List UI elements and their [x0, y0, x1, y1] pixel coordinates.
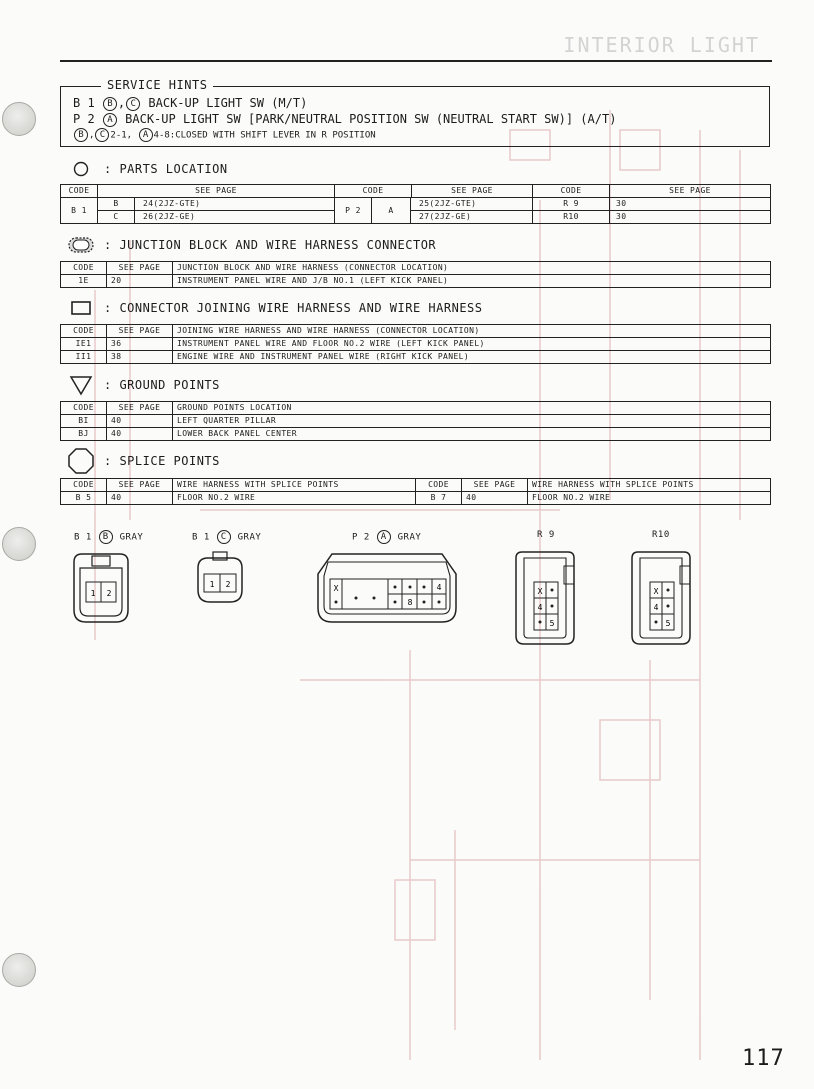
code-cell: II1	[61, 351, 107, 364]
header-rule	[60, 60, 772, 62]
hint-line-3	[73, 128, 376, 142]
header-cell: SEE PAGE	[610, 185, 771, 198]
table-row	[61, 275, 771, 288]
conn-code: R 9	[537, 530, 555, 540]
service-hints-box	[60, 78, 770, 147]
page-cell: 30	[610, 211, 771, 224]
triangle-down-icon	[69, 374, 93, 396]
header-cell: CODE	[61, 262, 107, 275]
table-row	[61, 338, 771, 351]
table-row	[61, 428, 771, 441]
pin-label: X	[333, 584, 339, 593]
section-label: : PARTS LOCATION	[104, 162, 228, 176]
connector-label-p2-a	[352, 530, 421, 544]
page-cell	[98, 211, 335, 224]
pin-label: 5	[665, 619, 671, 628]
table-row	[61, 415, 771, 428]
header-cell: JUNCTION BLOCK AND WIRE HARNESS (CONNECTOR LOCATION)	[173, 262, 771, 275]
code-text: P 2	[345, 205, 361, 215]
hint-code: B 1	[73, 96, 95, 110]
pin-label: X	[537, 587, 543, 596]
desc-cell: FLOOR NO.2 WIRE	[173, 492, 416, 505]
punch-hole-bottom	[2, 953, 36, 987]
desc-cell: FLOOR NO.2 WIRE	[528, 492, 771, 505]
conn-sub: A	[377, 530, 391, 544]
header-cell: SEE PAGE	[107, 402, 173, 415]
desc-cell: INSTRUMENT PANEL WIRE AND J/B NO.1 (LEFT KICK PANEL)	[173, 275, 771, 288]
pin-label: 4	[436, 583, 442, 592]
punch-hole-top	[2, 102, 36, 136]
conn-code: B 1	[192, 532, 210, 543]
hint-circle-c: C	[126, 97, 140, 111]
circle-icon	[73, 161, 89, 177]
table-row	[61, 492, 771, 505]
hint-text: BACK-UP LIGHT SW (M/T)	[148, 96, 308, 110]
header-cell: SEE PAGE	[107, 262, 173, 275]
pin-label: 2	[106, 589, 112, 598]
section-label: : GROUND POINTS	[104, 378, 220, 392]
page-text: 24(2JZ-GTE)	[143, 199, 201, 208]
bleed-title: INTERIOR LIGHT	[563, 33, 760, 57]
header-cell: CODE	[61, 325, 107, 338]
header-cell: SEE PAGE	[462, 479, 528, 492]
page-cell: 40	[107, 492, 173, 505]
page-cell	[98, 198, 335, 211]
code-cell: BI	[61, 415, 107, 428]
conn-color: GRAY	[397, 532, 422, 543]
page-cell: 30	[610, 198, 771, 211]
pin-label: 5	[549, 619, 555, 628]
connector-b1-c	[190, 550, 250, 610]
hint-text: 2-1,	[110, 130, 133, 141]
header-cell: SEE PAGE	[107, 325, 173, 338]
hint-text: BACK-UP LIGHT SW [PARK/NEUTRAL POSITION SW (NEUTRAL START SW)] (A/T)	[125, 112, 617, 126]
header-text: CODE	[335, 185, 412, 197]
page-cell: 40	[107, 428, 173, 441]
code-cell	[335, 198, 372, 224]
junction-block-table	[60, 261, 771, 288]
desc-cell: LEFT QUARTER PILLAR	[173, 415, 771, 428]
page-cell: 38	[107, 351, 173, 364]
page-text: 26(2JZ-GE)	[143, 212, 196, 221]
conn-color: GRAY	[237, 532, 262, 543]
section-label: : JUNCTION BLOCK AND WIRE HARNESS CONNECTOR	[104, 238, 437, 252]
hint-code: P 2	[73, 112, 95, 126]
code-cell: B 5	[61, 492, 107, 505]
parts-location-heading	[66, 158, 228, 180]
conn-code: R10	[652, 530, 670, 540]
header-cell: GROUND POINTS LOCATION	[173, 402, 771, 415]
punch-hole-middle	[2, 527, 36, 561]
connector-p2-a	[312, 548, 462, 628]
sub-code: A	[372, 198, 411, 223]
header-cell: WIRE HARNESS WITH SPLICE POINTS	[173, 479, 416, 492]
conn-sub: B	[99, 530, 113, 544]
ground-points-table	[60, 401, 771, 441]
hint-circle-a: A	[139, 128, 153, 142]
header-text: SEE PAGE	[451, 186, 493, 195]
page-cell	[372, 198, 533, 224]
octagon-icon	[68, 448, 94, 474]
section-label: : CONNECTOR JOINING WIRE HARNESS AND WIRE HARNESS	[104, 301, 483, 315]
connector-b1-b	[68, 548, 134, 628]
connector-label-r9	[537, 530, 555, 540]
hint-circle-b: B	[74, 128, 88, 142]
pin-label: 4	[537, 603, 543, 612]
header-cell: CODE	[61, 185, 98, 198]
pin-label: X	[653, 587, 659, 596]
conn-sub: C	[217, 530, 231, 544]
code-cell: B 7	[416, 492, 462, 505]
pin-label: 4	[653, 603, 659, 612]
square-icon	[70, 300, 92, 316]
page-number: 117	[742, 1046, 785, 1071]
hint-circle-b: B	[103, 97, 117, 111]
conn-code: P 2	[352, 532, 370, 543]
connector-label-b1-c	[192, 530, 261, 544]
page-cell: 40	[107, 415, 173, 428]
header-cell: JOINING WIRE HARNESS AND WIRE HARNESS (CONNECTOR LOCATION)	[173, 325, 771, 338]
junction-block-icon	[67, 235, 95, 255]
connector-label-b1-b	[74, 530, 143, 544]
page-cell: 40	[462, 492, 528, 505]
sub-code: C	[98, 211, 135, 223]
pin-label: 2	[225, 580, 231, 589]
page-text: 25(2JZ-GTE)	[411, 198, 532, 211]
header-cell	[335, 185, 533, 198]
code-cell: R10	[533, 211, 610, 224]
desc-cell: ENGINE WIRE AND INSTRUMENT PANEL WIRE (RIGHT KICK PANEL)	[173, 351, 771, 364]
page-text: 27(2JZ-GE)	[419, 212, 472, 221]
hint-line-2	[73, 112, 616, 127]
hint-sep: ,	[89, 130, 95, 141]
connector-label-r10	[652, 530, 670, 540]
code-cell: BJ	[61, 428, 107, 441]
page-cell: 20	[107, 275, 173, 288]
ground-points-heading	[66, 374, 220, 396]
connector-joining-table	[60, 324, 771, 364]
connector-joining-heading	[66, 297, 483, 319]
desc-cell: LOWER BACK PANEL CENTER	[173, 428, 771, 441]
header-cell: SEE PAGE	[98, 185, 335, 198]
header-cell: CODE	[416, 479, 462, 492]
header-cell: SEE PAGE	[107, 479, 173, 492]
junction-block-heading	[66, 234, 436, 256]
conn-color: GRAY	[119, 532, 144, 543]
hint-line-1	[73, 96, 307, 111]
hint-sep: ,	[117, 96, 126, 110]
header-cell: CODE	[61, 402, 107, 415]
connector-r9	[512, 548, 578, 648]
header-cell: CODE	[533, 185, 610, 198]
header-cell: WIRE HARNESS WITH SPLICE POINTS	[528, 479, 771, 492]
splice-points-table	[60, 478, 771, 505]
splice-points-heading	[66, 450, 220, 472]
section-label: : SPLICE POINTS	[104, 454, 220, 468]
pin-label: 1	[90, 589, 96, 598]
pin-label: 8	[407, 598, 413, 607]
code-cell	[61, 198, 98, 224]
table-row	[61, 351, 771, 364]
page-cell: 36	[107, 338, 173, 351]
conn-code: B 1	[74, 532, 92, 543]
hint-circle-c: C	[95, 128, 109, 142]
service-hints-title: SERVICE HINTS	[101, 78, 213, 92]
code-cell: 1E	[61, 275, 107, 288]
code-cell: IE1	[61, 338, 107, 351]
code-cell: R 9	[533, 198, 610, 211]
connector-r10	[628, 548, 694, 648]
hint-text: 4-8:CLOSED WITH SHIFT LEVER IN R POSITION	[153, 130, 376, 141]
header-cell: CODE	[61, 479, 107, 492]
sub-code: B	[98, 198, 135, 210]
hint-circle-a: A	[103, 113, 117, 127]
code-text: B 1	[71, 205, 87, 215]
desc-cell: INSTRUMENT PANEL WIRE AND FLOOR NO.2 WIRE (LEFT KICK PANEL)	[173, 338, 771, 351]
pin-label: 1	[209, 580, 215, 589]
parts-location-table	[60, 184, 771, 224]
